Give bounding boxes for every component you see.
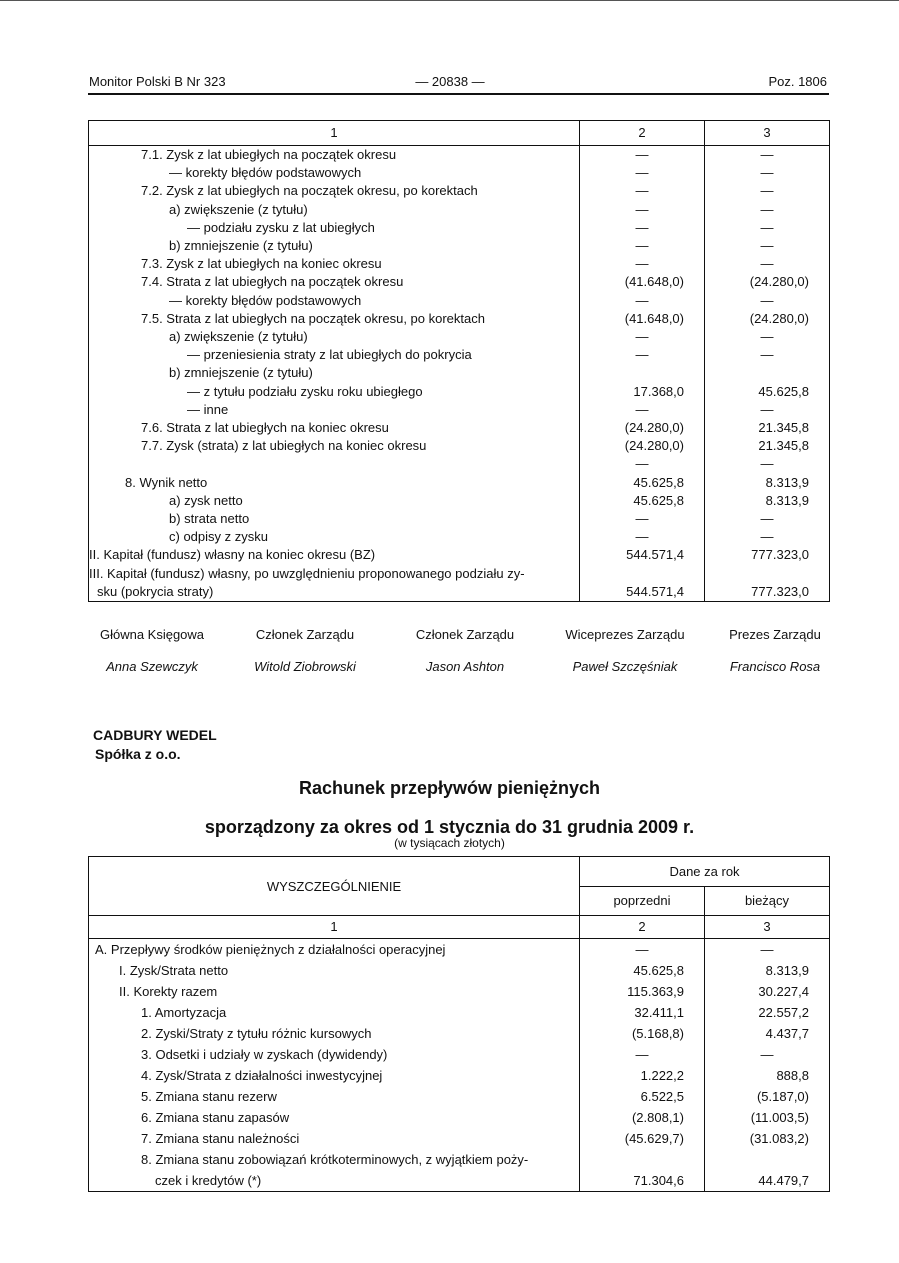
row-value-current: — <box>705 328 830 346</box>
row-label: II. Korekty razem <box>89 981 580 1002</box>
equity-table <box>88 120 830 602</box>
row-value-current: — <box>705 146 830 165</box>
row-value-current: — <box>705 237 830 255</box>
table-row <box>89 219 830 237</box>
row-value-previous: — <box>580 346 705 364</box>
row-value-previous: 45.625,8 <box>580 492 705 510</box>
row-value-previous <box>580 1149 705 1170</box>
header-page-number: — 20838 — <box>415 74 485 89</box>
row-label: czek i kredytów (*) <box>89 1170 580 1192</box>
row-label: 7. Zmiana stanu należności <box>89 1128 580 1149</box>
row-value-previous: — <box>580 528 705 546</box>
signature-role: Prezes Zarządu <box>729 627 821 642</box>
row-value-previous: (24.280,0) <box>580 437 705 455</box>
table-row <box>89 310 830 328</box>
row-label: — podziału zysku z lat ubiegłych <box>89 219 580 237</box>
cashflow-table <box>88 856 830 1192</box>
row-value-previous: — <box>580 455 705 473</box>
table-row <box>89 437 830 455</box>
table-row <box>89 237 830 255</box>
header-wyszczegolnienie: WYSZCZEGÓLNIENIE <box>89 857 580 916</box>
row-label: 8. Zmiana stanu zobowiązań krótkoterminowych, z wyjątkiem poży- <box>89 1149 580 1170</box>
header-publication: Monitor Polski B Nr 323 <box>89 74 226 89</box>
row-value-current: (24.280,0) <box>705 310 830 328</box>
row-value-previous: 115.363,9 <box>580 981 705 1002</box>
row-label: a) zwiększenie (z tytułu) <box>89 201 580 219</box>
row-label: 7.1. Zysk z lat ubiegłych na początek okresu <box>89 146 580 165</box>
table-row <box>89 346 830 364</box>
row-value-current: 8.313,9 <box>705 492 830 510</box>
row-label: b) zmniejszenie (z tytułu) <box>89 364 580 382</box>
row-label: — przeniesienia straty z lat ubiegłych do pokrycia <box>89 346 580 364</box>
row-label: III. Kapitał (fundusz) własny, po uwzględnieniu proponowanego podziału zy- <box>89 565 580 583</box>
row-value-current: — <box>705 292 830 310</box>
row-label: II. Kapitał (fundusz) własny na koniec okresu (BZ) <box>89 546 580 564</box>
row-label: 7.3. Zysk z lat ubiegłych na koniec okresu <box>89 255 580 273</box>
row-value-current: 21.345,8 <box>705 419 830 437</box>
col-header-1: 1 <box>89 121 580 146</box>
row-value-previous: — <box>580 292 705 310</box>
table-row <box>89 201 830 219</box>
col-number-1: 1 <box>89 916 580 939</box>
row-value-previous: — <box>580 219 705 237</box>
row-value-previous: — <box>580 1044 705 1065</box>
row-value-current: (5.187,0) <box>705 1086 830 1107</box>
row-value-previous: 71.304,6 <box>580 1170 705 1192</box>
row-label: 2. Zyski/Straty z tytułu różnic kursowych <box>89 1023 580 1044</box>
page-top-border <box>0 0 899 1</box>
table-row <box>89 583 830 602</box>
table-row <box>89 1170 830 1192</box>
table-row <box>89 1023 830 1044</box>
table-row <box>89 292 830 310</box>
row-value-current: — <box>705 401 830 419</box>
table-row <box>89 565 830 583</box>
row-value-previous: 1.222,2 <box>580 1065 705 1086</box>
row-value-previous: — <box>580 164 705 182</box>
row-label: 6. Zmiana stanu zapasów <box>89 1107 580 1128</box>
row-value-current: 888,8 <box>705 1065 830 1086</box>
row-label: b) zmniejszenie (z tytułu) <box>89 237 580 255</box>
row-value-current: — <box>705 346 830 364</box>
table-row <box>89 383 830 401</box>
row-value-current: (24.280,0) <box>705 273 830 291</box>
row-value-current: 8.313,9 <box>705 960 830 981</box>
col-header-3: 3 <box>705 121 830 146</box>
table-row <box>89 419 830 437</box>
cashflow-header-numbers <box>89 916 830 939</box>
row-value-previous: 544.571,4 <box>580 546 705 564</box>
row-value-previous: 45.625,8 <box>580 960 705 981</box>
row-value-current: (11.003,5) <box>705 1107 830 1128</box>
row-value-current: 8.313,9 <box>705 474 830 492</box>
row-label: c) odpisy z zysku <box>89 528 580 546</box>
signature-name: Anna Szewczyk <box>106 659 198 674</box>
signature-role: Członek Zarządu <box>415 627 515 642</box>
table-row <box>89 182 830 200</box>
row-label <box>89 455 580 473</box>
table-row <box>89 401 830 419</box>
row-value-current: — <box>705 182 830 200</box>
row-label: a) zysk netto <box>89 492 580 510</box>
row-value-previous <box>580 565 705 583</box>
row-value-current <box>705 565 830 583</box>
row-label: sku (pokrycia straty) <box>89 583 580 602</box>
row-label: — korekty błędów podstawowych <box>89 164 580 182</box>
row-value-previous: — <box>580 510 705 528</box>
table-row <box>89 455 830 473</box>
row-value-previous: — <box>580 182 705 200</box>
row-label: 3. Odsetki i udziały w zyskach (dywidendy) <box>89 1044 580 1065</box>
row-value-current: 21.345,8 <box>705 437 830 455</box>
table-row <box>89 1086 830 1107</box>
row-label: 8. Wynik netto <box>89 474 580 492</box>
row-value-previous: (2.808,1) <box>580 1107 705 1128</box>
table-row <box>89 255 830 273</box>
row-value-current: 45.625,8 <box>705 383 830 401</box>
statement-period: sporządzony za okres od 1 stycznia do 31 grudnia 2009 r. <box>204 817 695 837</box>
row-label: — korekty błędów podstawowych <box>89 292 580 310</box>
col-number-3: 3 <box>705 916 830 939</box>
row-label: 1. Amortyzacja <box>89 1002 580 1023</box>
table-row <box>89 510 830 528</box>
statement-title: Rachunek przepływów pieniężnych <box>298 778 601 798</box>
company-name <box>93 726 217 764</box>
row-value-previous: — <box>580 237 705 255</box>
table-row <box>89 1128 830 1149</box>
row-value-current: — <box>705 164 830 182</box>
row-value-previous: — <box>580 146 705 165</box>
row-value-previous: 544.571,4 <box>580 583 705 602</box>
header-rule <box>88 93 829 95</box>
row-value-current: — <box>705 219 830 237</box>
row-label: 7.2. Zysk z lat ubiegłych na początek okresu, po korektach <box>89 182 580 200</box>
table-row <box>89 364 830 382</box>
header-poprzedni: poprzedni <box>580 887 705 916</box>
signature-role: Członek Zarządu <box>255 627 355 642</box>
row-value-previous: (41.648,0) <box>580 310 705 328</box>
signature-name: Witold Ziobrowski <box>254 659 356 674</box>
row-value-current: (31.083,2) <box>705 1128 830 1149</box>
signature-name: Francisco Rosa <box>729 659 821 674</box>
row-value-current: 30.227,4 <box>705 981 830 1002</box>
table-row <box>89 1002 830 1023</box>
table-row <box>89 328 830 346</box>
row-label: 7.6. Strata z lat ubiegłych na koniec okresu <box>89 419 580 437</box>
row-value-previous: (5.168,8) <box>580 1023 705 1044</box>
table-row <box>89 492 830 510</box>
company-name-line2: Spółka z o.o. <box>95 746 181 762</box>
row-label: — inne <box>89 401 580 419</box>
row-value-current: — <box>705 255 830 273</box>
equity-table-header <box>89 121 830 146</box>
row-value-current: 4.437,7 <box>705 1023 830 1044</box>
table-row <box>89 939 830 961</box>
cashflow-header-row-1 <box>89 857 830 887</box>
company-name-line1: CADBURY WEDEL <box>93 727 217 743</box>
row-label: A. Przepływy środków pieniężnych z działalności operacyjnej <box>89 939 580 961</box>
row-label: 4. Zysk/Strata z działalności inwestycyjnej <box>89 1065 580 1086</box>
row-value-previous: — <box>580 401 705 419</box>
row-value-current: 777.323,0 <box>705 583 830 602</box>
signature-name: Paweł Szczęśniak <box>572 659 678 674</box>
table-row <box>89 474 830 492</box>
signature-name: Jason Ashton <box>425 659 505 674</box>
row-value-previous: 32.411,1 <box>580 1002 705 1023</box>
row-value-current <box>705 364 830 382</box>
header-position: Poz. 1806 <box>768 74 827 89</box>
table-row <box>89 1149 830 1170</box>
row-value-current <box>705 1149 830 1170</box>
row-value-current: 22.557,2 <box>705 1002 830 1023</box>
row-value-previous: 17.368,0 <box>580 383 705 401</box>
row-value-current: — <box>705 528 830 546</box>
row-value-previous: (41.648,0) <box>580 273 705 291</box>
row-label: a) zwiększenie (z tytułu) <box>89 328 580 346</box>
row-value-previous: 45.625,8 <box>580 474 705 492</box>
row-label: 7.4. Strata z lat ubiegłych na początek okresu <box>89 273 580 291</box>
table-row <box>89 146 830 165</box>
row-label: 7.7. Zysk (strata) z lat ubiegłych na koniec okresu <box>89 437 580 455</box>
table-row <box>89 528 830 546</box>
col-number-2: 2 <box>580 916 705 939</box>
table-row <box>89 164 830 182</box>
table-row <box>89 1107 830 1128</box>
row-value-current: — <box>705 201 830 219</box>
row-label: b) strata netto <box>89 510 580 528</box>
row-label: 7.5. Strata z lat ubiegłych na początek okresu, po korektach <box>89 310 580 328</box>
row-label: — z tytułu podziału zysku roku ubiegłego <box>89 383 580 401</box>
table-row <box>89 960 830 981</box>
row-value-previous: 6.522,5 <box>580 1086 705 1107</box>
row-label: I. Zysk/Strata netto <box>89 960 580 981</box>
row-value-previous: (24.280,0) <box>580 419 705 437</box>
table-row <box>89 1065 830 1086</box>
signature-role: Wiceprezes Zarządu <box>565 627 685 642</box>
row-value-current: 777.323,0 <box>705 546 830 564</box>
row-value-current: — <box>705 510 830 528</box>
col-header-2: 2 <box>580 121 705 146</box>
row-value-previous: — <box>580 939 705 961</box>
row-value-current: 44.479,7 <box>705 1170 830 1192</box>
table-row <box>89 981 830 1002</box>
header-dane-za-rok: Dane za rok <box>580 857 830 887</box>
row-value-previous: — <box>580 328 705 346</box>
row-value-current: — <box>705 455 830 473</box>
row-value-current: — <box>705 939 830 961</box>
row-value-previous: (45.629,7) <box>580 1128 705 1149</box>
row-value-previous: — <box>580 255 705 273</box>
statement-units: (w tysiącach złotych) <box>394 836 505 850</box>
table-row <box>89 1044 830 1065</box>
signature-role: Główna Księgowa <box>99 627 205 642</box>
header-biezacy: bieżący <box>705 887 830 916</box>
row-value-current: — <box>705 1044 830 1065</box>
row-value-previous <box>580 364 705 382</box>
row-label: 5. Zmiana stanu rezerw <box>89 1086 580 1107</box>
table-row <box>89 273 830 291</box>
row-value-previous: — <box>580 201 705 219</box>
table-row <box>89 546 830 564</box>
